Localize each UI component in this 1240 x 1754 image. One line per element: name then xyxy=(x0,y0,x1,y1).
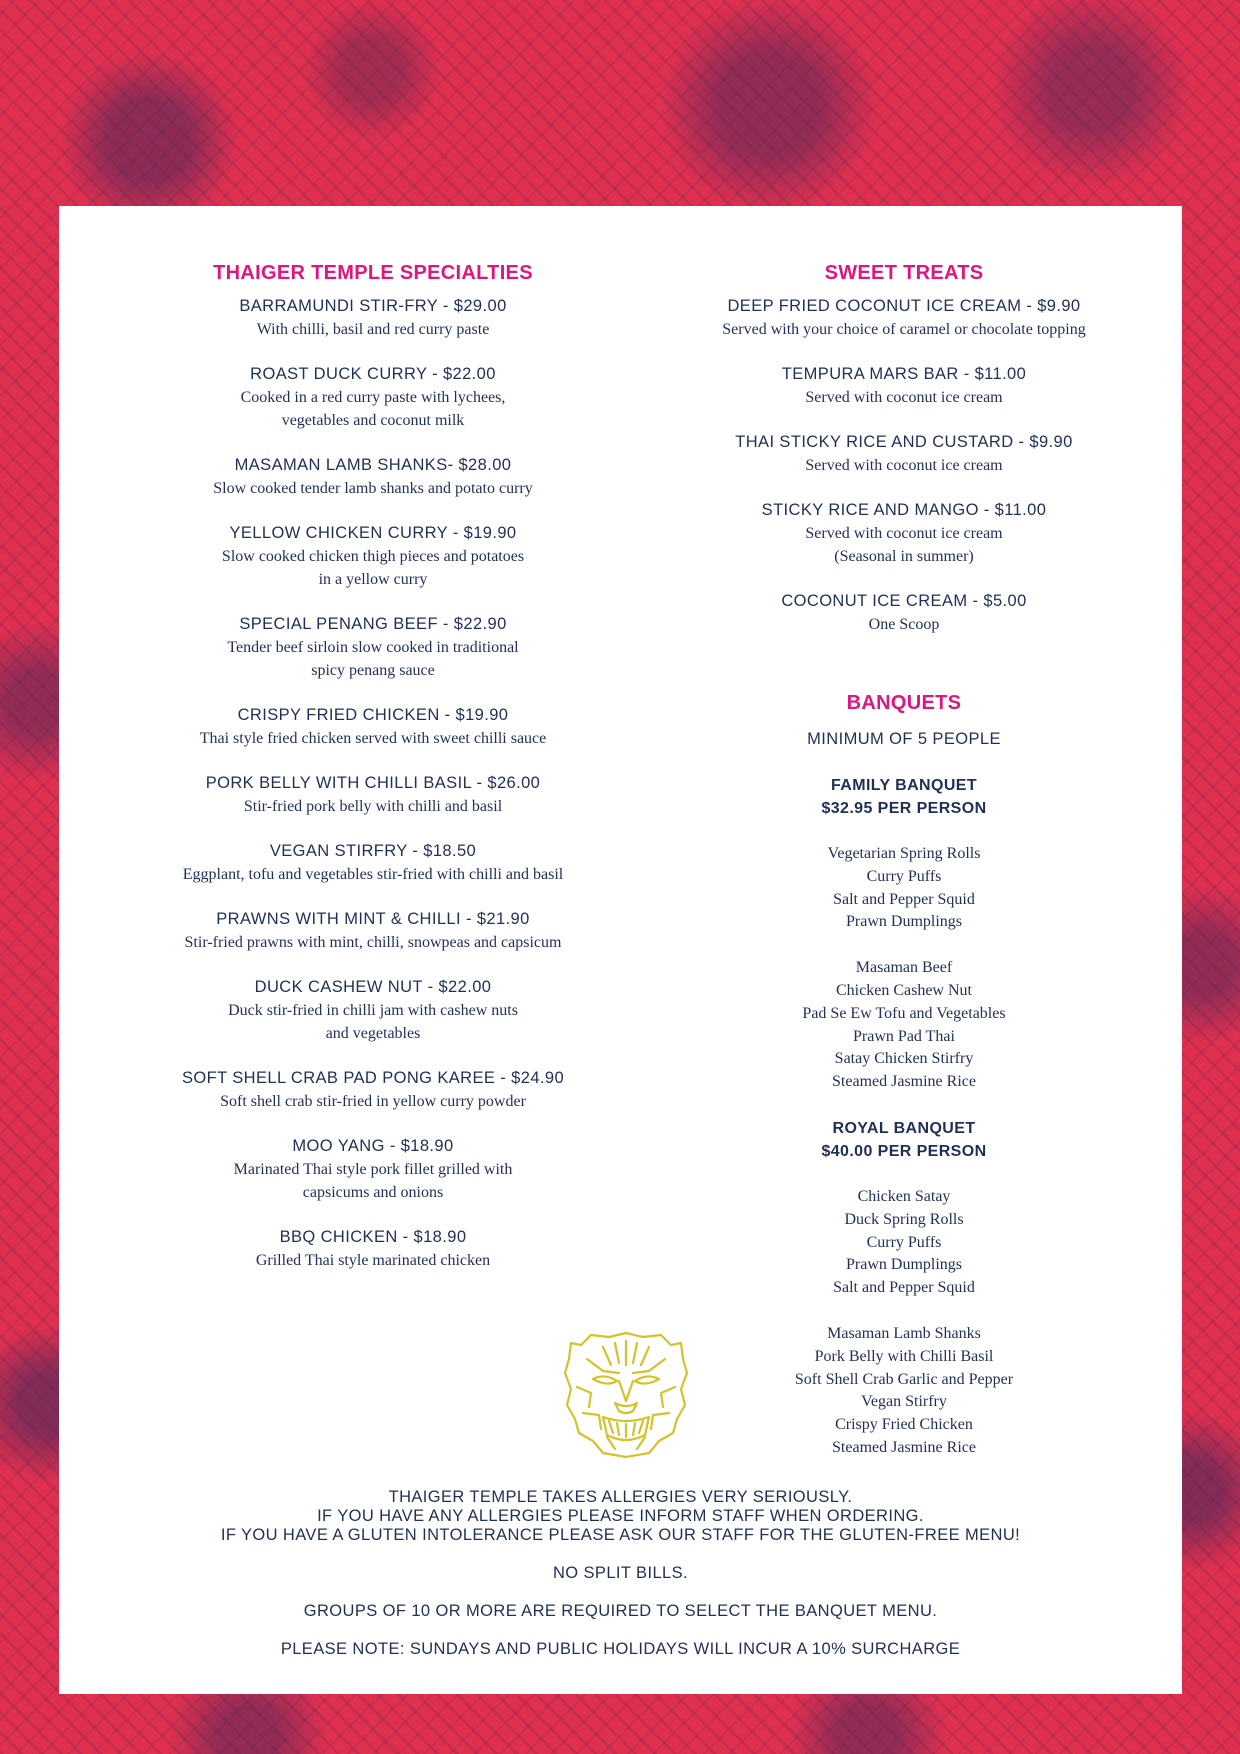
family-banquet-price: $32.95 PER PERSON xyxy=(821,800,987,817)
specialty-item xyxy=(99,704,647,750)
specialty-item-description: Slow cooked tender lamb shanks and potato curry xyxy=(213,480,533,497)
sweet-item-description: Served with your choice of caramel or chocolate topping xyxy=(722,321,1086,338)
sweet-item xyxy=(639,431,1169,477)
banquet-dish: Steamed Jasmine Rice xyxy=(832,1073,976,1091)
specialty-item-name: PRAWNS WITH MINT & CHILLI - $21.90 xyxy=(216,910,530,928)
banquet-dish: Prawn Pad Thai xyxy=(853,1027,955,1045)
sweets-title: SWEET TREATS xyxy=(824,262,984,284)
specialty-item-name: MASAMAN LAMB SHANKS- $28.00 xyxy=(234,456,512,474)
specialty-item-name: DUCK CASHEW NUT - $22.00 xyxy=(254,978,492,996)
specialty-item-name: SOFT SHELL CRAB PAD PONG KAREE - $24.90 xyxy=(181,1069,565,1087)
banquet-dish: Chicken Cashew Nut xyxy=(836,981,972,999)
specialty-item xyxy=(99,976,647,1045)
banquet-dish: Chicken Satay xyxy=(857,1187,951,1205)
sweet-item-name: THAI STICKY RICE AND CUSTARD - $9.90 xyxy=(735,433,1073,451)
specialty-item-name: VEGAN STIRFRY - $18.50 xyxy=(269,842,477,860)
allergy-line: THAIGER TEMPLE TAKES ALLERGIES VERY SERIOUSLY. xyxy=(388,1488,853,1506)
specialty-item xyxy=(99,772,647,818)
sweet-item-description: Served with coconut ice cream xyxy=(805,457,1003,474)
specialty-item-description: Slow cooked chicken thigh pieces and potatoes in a yellow curry xyxy=(221,548,525,588)
royal-banquet-price: $40.00 PER PERSON xyxy=(821,1142,987,1160)
specialty-item xyxy=(99,1226,647,1272)
specialty-item xyxy=(99,1067,647,1113)
royal-banquet xyxy=(639,1117,1169,1460)
banquets-title: BANQUETS xyxy=(846,692,962,714)
specialty-item-name: MOO YANG - $18.90 xyxy=(292,1137,454,1155)
royal-mains xyxy=(639,1323,1169,1460)
allergy-line: IF YOU HAVE ANY ALLERGIES PLEASE INFORM STAFF WHEN ORDERING. xyxy=(317,1507,924,1525)
allergy-line: IF YOU HAVE A GLUTEN INTOLERANCE PLEASE ASK OUR STAFF FOR THE GLUTEN-FREE MENU! xyxy=(220,1526,1021,1544)
banquet-dish: Salt and Pepper Squid xyxy=(833,890,975,908)
banquet-dish: Soft Shell Crab Garlic and Pepper xyxy=(794,1370,1014,1388)
specialties-column xyxy=(99,260,647,1294)
sweet-item-name: STICKY RICE AND MANGO - $11.00 xyxy=(761,501,1047,519)
specialty-item xyxy=(99,613,647,682)
specialty-item-description: Eggplant, tofu and vegetables stir-fried with chilli and basil xyxy=(182,866,564,883)
specialty-item-description: Marinated Thai style pork fillet grilled with capsicums and onions xyxy=(233,1161,513,1201)
banquet-dish: Satay Chicken Stirfry xyxy=(834,1050,974,1068)
family-mains xyxy=(639,957,1169,1094)
banquet-dish: Masaman Beef xyxy=(855,959,953,977)
specialty-item-name: ROAST DUCK CURRY - $22.00 xyxy=(250,365,496,383)
specialty-item-description: Soft shell crab stir-fried in yellow curry powder xyxy=(220,1093,526,1110)
royal-banquet-title: ROYAL BANQUET xyxy=(832,1119,976,1137)
specialty-item-description: Stir-fried prawns with mint, chilli, snowpeas and capsicum xyxy=(184,934,562,951)
banquet-dish: Pad Se Ew Tofu and Vegetables xyxy=(802,1004,1006,1022)
banquet-minimum: MINIMUM OF 5 PEOPLE xyxy=(807,730,1001,748)
banquet-dish: Duck Spring Rolls xyxy=(844,1210,964,1228)
banquet-dish: Prawn Dumplings xyxy=(846,1256,962,1274)
banquet-dish: Vegetarian Spring Rolls xyxy=(827,845,981,862)
sweet-item-name: COCONUT ICE CREAM - $5.00 xyxy=(781,592,1027,610)
family-entrees xyxy=(639,843,1169,934)
banquet-dish: Vegan Stirfry xyxy=(861,1393,947,1411)
banquet-dish: Pork Belly with Chilli Basil xyxy=(814,1347,994,1365)
footer-notices xyxy=(59,1488,1182,1659)
banquet-dish: Curry Puffs xyxy=(866,867,942,885)
tiger-head-icon xyxy=(563,1329,689,1459)
sweet-item-description: Served with coconut ice cream xyxy=(805,389,1003,406)
royal-entrees xyxy=(639,1186,1169,1300)
specialty-item-name: PORK BELLY WITH CHILLI BASIL - $26.00 xyxy=(205,774,541,792)
specialty-item xyxy=(99,522,647,591)
specialty-item xyxy=(99,908,647,954)
sweet-item xyxy=(639,295,1169,341)
sweet-item xyxy=(639,590,1169,636)
banquet-dish: Prawn Dumplings xyxy=(846,913,962,931)
banquet-dish: Curry Puffs xyxy=(866,1233,942,1251)
specialties-title: THAIGER TEMPLE SPECIALTIES xyxy=(213,262,533,284)
specialty-item xyxy=(99,454,647,500)
family-banquet-title: FAMILY BANQUET xyxy=(830,777,978,794)
sweet-item xyxy=(639,499,1169,568)
specialty-item xyxy=(99,1135,647,1204)
specialty-item-description: Duck stir-fried in chilli jam with cashew nuts and vegetables xyxy=(228,1002,518,1042)
banquet-dish: Masaman Lamb Shanks xyxy=(827,1324,981,1342)
sweet-item-name: TEMPURA MARS BAR - $11.00 xyxy=(781,365,1027,383)
banquet-dish: Steamed Jasmine Rice xyxy=(832,1438,976,1456)
sweets-list xyxy=(639,295,1169,636)
specialty-item-name: YELLOW CHICKEN CURRY - $19.90 xyxy=(229,524,517,542)
specialty-item xyxy=(99,295,647,341)
specialty-item-description: Cooked in a red curry paste with lychees, vegetables and coconut milk xyxy=(240,389,506,429)
allergy-notice xyxy=(59,1488,1182,1545)
split-bills-notice: NO SPLIT BILLS. xyxy=(552,1564,688,1582)
banquet-dish: Salt and Pepper Squid xyxy=(833,1279,975,1297)
right-column xyxy=(639,260,1169,1483)
sweet-item xyxy=(639,363,1169,409)
specialty-item-name: SPECIAL PENANG BEEF - $22.90 xyxy=(239,615,507,633)
specialty-item-description: Tender beef sirloin slow cooked in traditional spicy penang sauce xyxy=(227,639,519,679)
sweet-item-name: DEEP FRIED COCONUT ICE CREAM - $9.90 xyxy=(727,297,1081,315)
specialty-item xyxy=(99,840,647,886)
banquet-dish: Crispy Fried Chicken xyxy=(835,1416,973,1434)
specialty-item-description: Stir-fried pork belly with chilli and basil xyxy=(243,798,503,815)
specialty-item-name: CRISPY FRIED CHICKEN - $19.90 xyxy=(237,706,509,724)
surcharge-notice: PLEASE NOTE: SUNDAYS AND PUBLIC HOLIDAYS WILL INCUR A 10% SURCHARGE xyxy=(280,1640,961,1658)
specialty-item-description: With chilli, basil and red curry paste xyxy=(256,321,490,338)
family-banquet xyxy=(639,774,1169,1094)
specialty-item-description: Grilled Thai style marinated chicken xyxy=(255,1252,491,1269)
specialty-item-name: BBQ CHICKEN - $18.90 xyxy=(279,1228,467,1246)
specialty-item-description: Thai style fried chicken served with sweet chilli sauce xyxy=(199,730,547,747)
specialty-item-name: BARRAMUNDI STIR-FRY - $29.00 xyxy=(239,297,507,315)
groups-notice: GROUPS OF 10 OR MORE ARE REQUIRED TO SELECT THE BANQUET MENU. xyxy=(303,1602,938,1620)
specialty-item xyxy=(99,363,647,432)
sweet-item-description: Served with coconut ice cream (Seasonal in summer) xyxy=(805,525,1003,565)
menu-panel xyxy=(59,206,1182,1694)
sweet-item-description: One Scoop xyxy=(868,616,940,633)
specialties-list xyxy=(99,295,647,1272)
